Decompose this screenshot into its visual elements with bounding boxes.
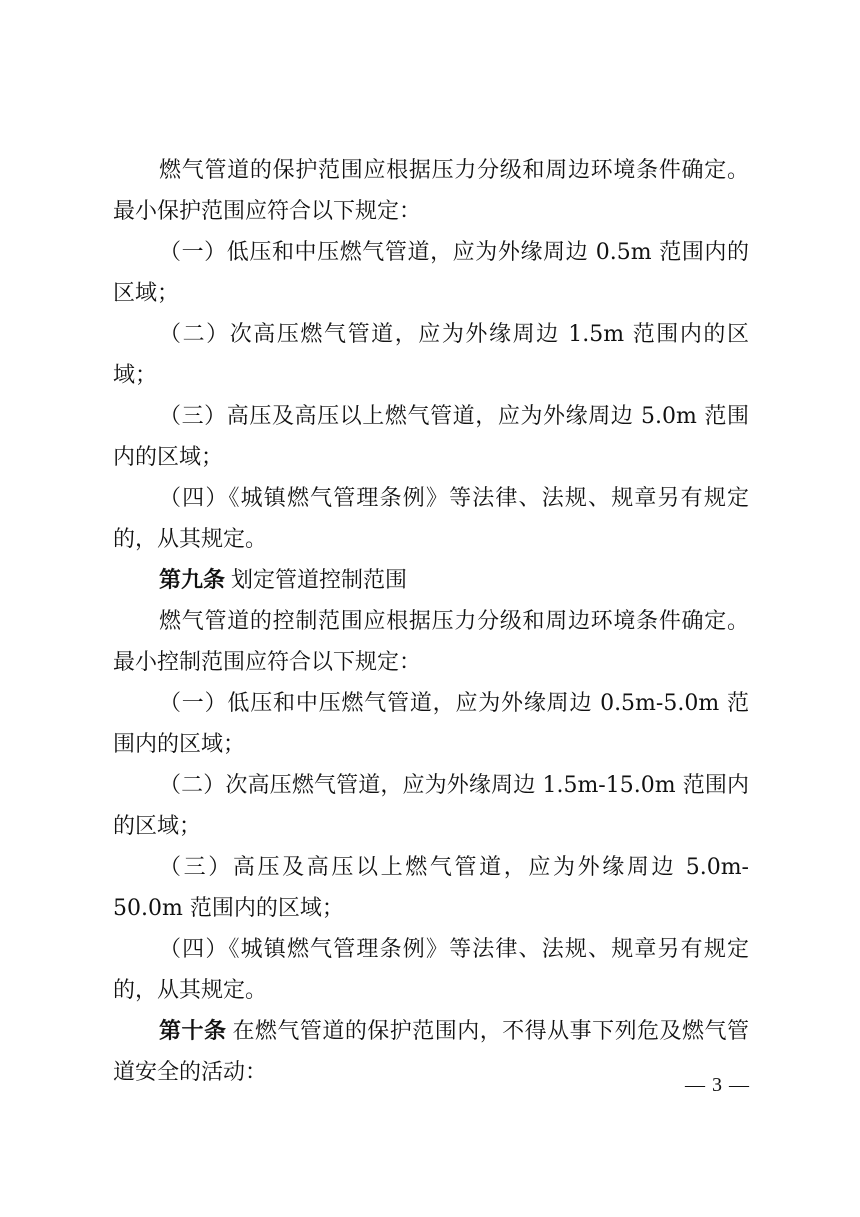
paragraph-protection-item-1: （一）低压和中压燃气管道，应为外缘周边 0.5m 范围内的区域； [113, 240, 749, 306]
paragraph-control-item-1: （一）低压和中压燃气管道，应为外缘周边 0.5m-5.0m 范围内的区域； [113, 691, 749, 757]
article-10-text: 在燃气管道的保护范围内，不得从事下列危及燃气管道安全的活动： [113, 1019, 749, 1085]
paragraph-protection-intro: 燃气管道的保护范围应根据压力分级和周边环境条件确定。最小保护范围应符合以下规定： [113, 158, 749, 224]
paragraph-protection-item-2: （二）次高压燃气管道，应为外缘周边 1.5m 范围内的区域； [113, 322, 749, 388]
paragraph-control-item-3: （三）高压及高压以上燃气管道，应为外缘周边 5.0m-50.0m 范围内的区域； [113, 855, 749, 921]
paragraph-protection-item-3: （三）高压及高压以上燃气管道，应为外缘周边 5.0m 范围内的区域； [113, 404, 749, 470]
page-number: — 3 — [685, 1074, 750, 1096]
article-10-number: 第十条 [159, 1018, 227, 1044]
article-9-number: 第九条 [159, 567, 226, 593]
paragraph-protection-item-4: （四）《城镇燃气管理条例》等法律、法规、规章另有规定的，从其规定。 [113, 486, 749, 552]
paragraph-control-item-4: （四）《城镇燃气管理条例》等法律、法规、规章另有规定的，从其规定。 [113, 937, 749, 1003]
document-body [113, 150, 749, 1093]
article-9-title: 划定管道控制范围 [231, 568, 408, 593]
paragraph-control-intro: 燃气管道的控制范围应根据压力分级和周边环境条件确定。最小控制范围应符合以下规定： [113, 609, 749, 675]
paragraph-control-item-2: （二）次高压燃气管道，应为外缘周边 1.5m-15.0m 范围内的区域； [113, 773, 749, 839]
article-9-heading [113, 560, 749, 601]
